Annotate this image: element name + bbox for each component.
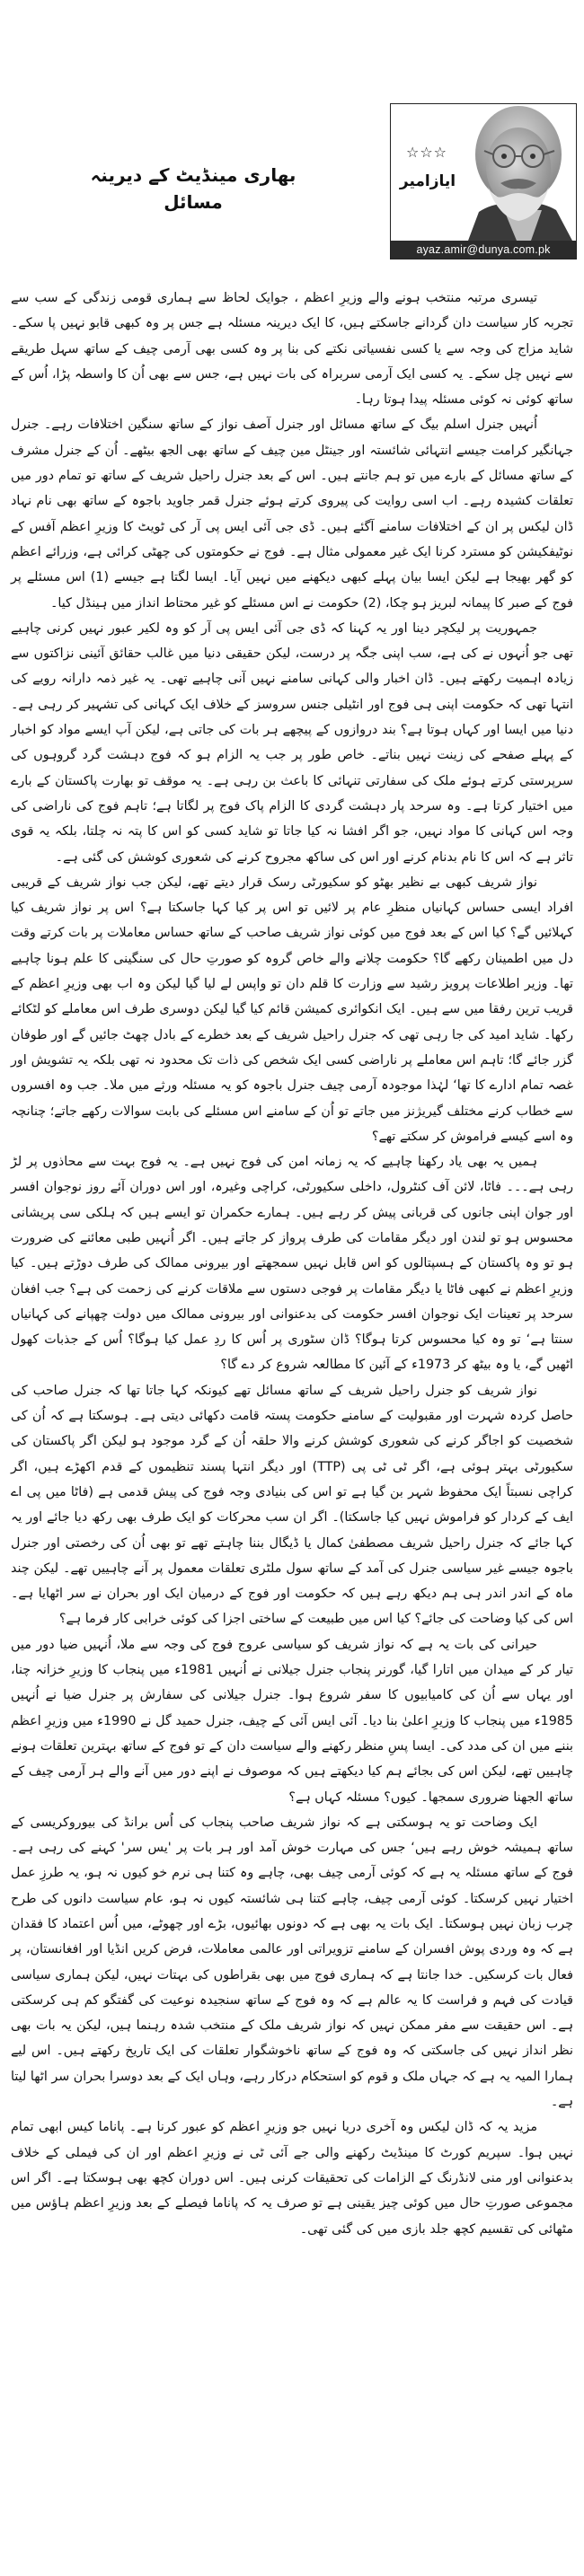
article-paragraph: تیسری مرتبہ منتخب ہونے والے وزیرِ اعظم ، جوایک لحاظ سے ہماری قومی زندگی کے سب سے تجربہ کار سیاست دان گردانے جاسکتے ہیں، کا ایک دیرینہ مسئلہ ہے جس پر وہ کبھی قابو نہیں پا سکے۔ شاید مزاج کی وجہ سے یا کسی نفسیاتی نکتے کی بنا پر وہ کسی بھی آرمی چیف کے ساتھ سہل طریقے سے نہیں چل سکے۔ یہ کسی ایک آرمی سربراہ کی بات نہیں ہے، جس سے بھی اُن کا واسطہ پڑا، اُس کے ساتھ کوئی نہ کوئی مسئلہ پیدا ہوتا رہا۔ [11, 291, 573, 408]
article-paragraph: نواز شریف کو جنرل راحیل شریف کے ساتھ مسائل تھے کیونکہ کہا جاتا تھا کہ جنرل صاحب کی حاصل کردہ شہرت اور مقبولیت کے سامنے حکومت پستہ قامت دکھائی دیتی ہے۔ ہوسکتا ہے کہ اُن کی شخصیت کو اجاگر کرنے کی شعوری کوشش کرنے والا حلقہ اُن کے گرد موجود ہو لیکن اگر پاکستان کی سکیورٹی بہتر ہوئی ہے، اگر ٹی ٹی پی (TTP) اور دیگر انتہا پسند تنظیموں کے قدم اکھڑے ہیں، اگر کراچی نسبتاً ایک محفوظ شہر بن گیا ہے تو اس کی بنیادی وجہ فوج کی پیش قدمی ہے (فاٹا میں پی اے ایف کے کردار کو فراموش نہیں کیا جاسکتا)۔ اگر ان سب محرکات کو ایک طرف بھی رکھ دیا جائے اور یہ کہا جائے کہ جنرل راحیل شریف مصطفیٰ کمال یا ڈیگال بننا چاہتے تھے تو بھی اُن کی رخصتی اور جنرل باجوہ جیسے غیر سیاسی جنرل کی آمد کے ساتھ سول ملٹری تعلقات معمول پر آنے چاہییں تھے۔ لیکن چند ماہ کے اندر اندر ہی ہم دیکھ رہے ہیں کہ حکومت اور فوج کے درمیان ایک اور بحران نے سر اٹھایا ہے۔ اس کی کیا وضاحت کی جائے؟ کیا اس میں طبیعت کے ساختی اجزا کی کوئی خرابی کار فرما ہے؟ [11, 1383, 573, 1627]
article-body [11, 286, 573, 2242]
article-title: بھاری مینڈیٹ کے دیرینہ مسائل [90, 164, 296, 213]
article-paragraph: نواز شریف کبھی بے نظیر بھٹو کو سکیورٹی رسک قرار دیتے تھے، لیکن جب نواز شریف کے قریبی افراد ایسی حساس کہانیاں منظرِ عام پر لائیں تو اس پر کیا کہا جاسکتا ہے؟ اس پر نواز شریف کیا کہلائیں گے؟ کیا اس کے بعد فوج میں کوئی نواز شریف صاحب کے ساتھ حساس معاملات پر بات کرتے وقت دل میں اطمینان رکھے گا؟ حکومت چلانے والے خاص گروہ کو صورتِ حال کی سنگینی کا علم ہونا چاہیے تھا۔ وزیر اطلاعات پرویز رشید سے وزارت کا قلم دان تو واپس لے لیا گیا لیکن وہ اب بھی وزیرِ اعظم کے قریب ترین رفقا میں سے ہیں۔ ایک انکوائری کمیشن قائم کیا گیا لیکن دوسری طرف اس معاملے کو لٹکائے رکھا۔ شاید امید کی جا رہی تھی کہ جنرل راحیل شریف کے بعد خطرے کے بادل چھٹ جائیں گے اور طوفان گزر جائے گا؛ تاہم اس معاملے پر ناراضی کسی ایک شخص کی ذات تک محدود نہ تھی بلکہ یہ تشویش اور غصہ تمام ادارے کا تھا‘ لہٰذا موجودہ آرمی چیف جنرل باجوہ کو یہ مسئلہ ورثے میں ملا۔ جب وہ افسروں سے خطاب کرنے مختلف گیریژنز میں جاتے تو اُن کے سامنے اس مسئلے کی بابت سوالات رکھے جاتے؛ چنانچہ وہ اسے کیسے فراموش کر سکتے تھے؟ [11, 875, 573, 1144]
author-byline-box [390, 103, 577, 259]
article-paragraph: مزید یہ کہ ڈان لیکس وہ آخری دریا نہیں جو وزیرِ اعظم کو عبور کرنا ہے۔ پاناما کیس ابھی تمام نہیں ہوا۔ سپریم کورٹ کا مینڈیٹ رکھنے والی جے آئی ٹی نے وزیرِ اعظم اور ان کی فیملی کے خلاف بدعنوانی اور منی لانڈرنگ کے الزامات کی تحقیقات کرنی ہیں۔ اس دوران کچھ بھی ہوسکتا ہے۔ اگر اس مجموعی صورتِ حال میں کوئی چیز یقینی ہے تو صرف یہ کہ پاناما فیصلے کے بعد وزیرِ اعظم ہاؤس میں مٹھائی کی تقسیم کچھ جلد بازی میں کی گئی تھی۔ [11, 2120, 573, 2237]
article-paragraph: ایک وضاحت تو یہ ہوسکتی ہے کہ نواز شریف صاحب پنجاب کی اُس برانڈ کی بیوروکریسی کے ساتھ ہمیشہ خوش رہے ہیں‘ جس کی مہارت خوش آمد اور ہر بات پر 'یس سر' کہنے کی رہی ہے۔ فوج کے ساتھ مسئلہ یہ ہے کہ کوئی آرمی چیف بھی، چاہے وہ کتنا ہی نرم خو کیوں نہ ہو، یہ طرزِ عمل اختیار نہیں کرسکتا۔ کوئی آرمی چیف، چاہے کتنا ہی شائستہ کیوں نہ ہو، عام سیاست دانوں کی طرح چرب زبان نہیں ہوسکتا۔ ایک بات یہ بھی ہے کہ دونوں بھائیوں، بڑے اور چھوٹے، میں اُس اعتماد کا فقدان ہے کہ وہ وردی پوش افسران کے سامنے تزویراتی اور عالمی معاملات، فرض کریں انڈیا اور افغانستان، پر فعال بات کرسکیں۔ خدا جانتا ہے کہ ہماری فوج میں بھی بقراطوں کی بہتات نہیں، لیکن ہماری سیاسی قیادت کی فہم و فراست کا یہ عالم ہے کہ وہ فوج کے ساتھ سنجیدہ نوعیت کی گفتگو کم ہی کرسکتی ہے۔ اس حقیقت سے مفر ممکن نہیں کہ نواز شریف ملک کے منتخب شدہ رہنما ہیں، لیکن یہ بات بھی نظر انداز نہیں کی جاسکتی کہ وہ فوج کے ساتھ ناخوشگوار تعلقات کی ایک تاریخ رکھتے ہیں۔ اس لیے ہمارا المیہ یہ ہے کہ جہاں ملک و قوم کو استحکام درکار رہے، وہاں ایک کے بعد دوسرا بحران سر اٹھا لیتا ہے۔ [11, 1815, 573, 2110]
author-email[interactable]: ayaz.amir@dunya.com.pk [391, 241, 576, 259]
article-paragraph: ہمیں یہ بھی یاد رکھنا چاہیے کہ یہ زمانہ امن کی فوج نہیں ہے۔ یہ فوج بہت سے محاذوں پر لڑ رہی ہے۔۔۔ فاٹا، لائن آف کنٹرول، داخلی سکیورٹی، کراچی وغیرہ، اور اس دوران آئے روز نوجوان افسر اور جوان اپنی جانوں کی قربانی پیش کر رہے ہیں۔ ہمارے حکمران تو ایسے ہیں کہ ہلکی سی پریشانی محسوس ہو تو لندن اور دیگر مقامات کی طرف پرواز کر جاتے ہیں۔ اگر اُنہیں طبی معائنے کی ضرورت ہو تو وہ پاکستان کے ہسپتالوں کو اس قابل نہیں سمجھتے اور بیرونی ممالک کی طرف دوڑتے ہیں۔ کیا وزیرِ اعظم نے کبھی فاٹا یا دیگر مقامات پر فوجی دستوں سے ملاقات کرنے کی زحمت کی ہے؟ جب افغان سرحد پر تعینات ایک نوجوان افسر حکومت کی بدعنوانی اور بیرونی ممالک میں دولت چھپانے کی کہانیاں سنتا ہے‘ تو وہ کیا محسوس کرتا ہوگا؟ ڈان سٹوری پر اُس کا ردِ عمل کیا ہوگا؟ اُس کے جذبات کھول اٹھیں گے، یا وہ بیٹھ کر 1973ء کے آئین کا مطالعہ شروع کر دے گا؟ [11, 1155, 573, 1373]
article-paragraph: حیرانی کی بات یہ ہے کہ نواز شریف کو سیاسی عروج فوج کی وجہ سے ملا، اُنہیں ضیا دور میں تیار کر کے میدان میں اتارا گیا، گورنر پنجاب جنرل جیلانی نے اُنہیں 1981ء میں پنجاب کا وزیرِ خزانہ چنا، اور یہاں سے اُن کی کامیابیوں کا سفر شروع ہوا۔ جنرل جیلانی کی سفارش پر جنرل ضیا نے اُنہیں 1985ء میں پنجاب کا وزیرِ اعلیٰ بنا دیا۔ آئی ایس آئی کے چیف، جنرل حمید گل نے 1990ء میں وزیرِ اعظم بننے میں ان کی مدد کی۔ ایسا پسِ منظر رکھنے والے سیاست دان کے تو فوج کے ساتھ بہترین تعلقات ہونے چاہییں تھے، لیکن اس کی بجائے ہم کیا دیکھتے ہیں کہ موصوف نے اپنے دور میں آنے والے ہر آرمی چیف کے ساتھ الجھنا ضروری سمجھا۔ کیوں؟ مسئلہ کہاں ہے؟ [11, 1637, 574, 1805]
article-paragraph: جمہوریت پر لیکچر دینا اور یہ کہنا کہ ڈی جی آئی ایس پی آر کو وہ لکیر عبور نہیں کرنی چاہیے تھی جو اُنہوں نے کی ہے، سب اپنی جگہ پر درست، لیکن حقیقی دنیا میں غالب حقائق آئینی نزاکتوں سے زیادہ اہمیت رکھتے ہیں۔ ڈان اخبار والی کہانی سامنے نہیں آنی چاہیے تھی۔ یہ غیر ذمہ دارانہ رویے کی انتہا تھی کہ حکومت اپنی ہی فوج اور انٹیلی جنس سروسز کے خلاف ایک کہانی کی تشہیر کر رہی ہے۔ دنیا میں ایسا اور کہاں ہوتا ہے؟ بند دروازوں کے پیچھے ہر بات کی جاتی ہے، لیکن آپ ایسے مواد کو اخبار کے پہلے صفحے کی زینت نہیں بناتے۔ خاص طور پر جب یہ الزام ہو کہ فوج دہشت گرد گروہوں کی سرپرستی کرتے ہوئے ملک کی سفارتی تنہائی کا باعث بن رہی ہے۔ یہ موقف تو بھارت پاکستان کے بارے میں اختیار کرتا ہے۔ وہ سرحد پار دہشت گردی کا الزام پاک فوج پر لگاتا ہے؛ تاہم فوج کی ناراضی کی وجہ اس کہانی کا مواد نہیں، جو اگر افشا نہ کیا جاتا تو شاید کسی کو اس کا پتہ نہ چلتا، بلکہ یہ قوی تاثر ہے کہ اس کا نام بدنام کرنے اور اس کی ساکھ مجروح کرنے کی شعوری کوشش کی گئی ہے۔ [11, 620, 573, 865]
rating-stars-icon: ☆☆☆ [405, 144, 448, 161]
article-paragraph: اُنہیں جنرل اسلم بیگ کے ساتھ مسائل اور جنرل آصف نواز کے ساتھ سنگین اختلافات رہے۔ جنرل جہانگیر کرامت جیسے انتہائی شائستہ اور جینٹل مین چیف کے ساتھ بھی الجھ بیٹھے۔ اُن کے جنرل مشرف کے ساتھ مسائل کے بارے میں تو ہم جانتے ہیں۔ اس کے بعد جنرل راحیل شریف کے ساتھ تو تمام دور میں تعلقات کشیدہ رہے۔ اب اسی روایت کی پیروی کرتے ہوئے جنرل قمر جاوید باجوہ کے ساتھ بھی نام نہاد ڈان لیکس پر ان کے اختلافات سامنے آگئے ہیں۔ ڈی جی آئی ایس پی آر کی ٹویٹ کا وزیرِ اعظم آفس کے نوٹیفکیشن کو مسترد کرنا ایک غیر معمولی مثال ہے۔ فوج نے حکومتوں کی چھٹی کرائی ہے، وزرائے اعظم کو گھر بھیجا ہے لیکن ایسا بیان پہلے کبھی دیکھنے میں نہیں آیا۔ ایسا لگتا ہے جیسے (1) اس مسئلے پر فوج کے صبر کا پیمانہ لبریز ہو چکا، (2) حکومت نے اس مسئلے کو غیر محتاط انداز میں ہینڈل کیا۔ [11, 418, 573, 611]
author-portrait-icon [459, 104, 576, 241]
author-name: ایازامیر [399, 172, 456, 190]
